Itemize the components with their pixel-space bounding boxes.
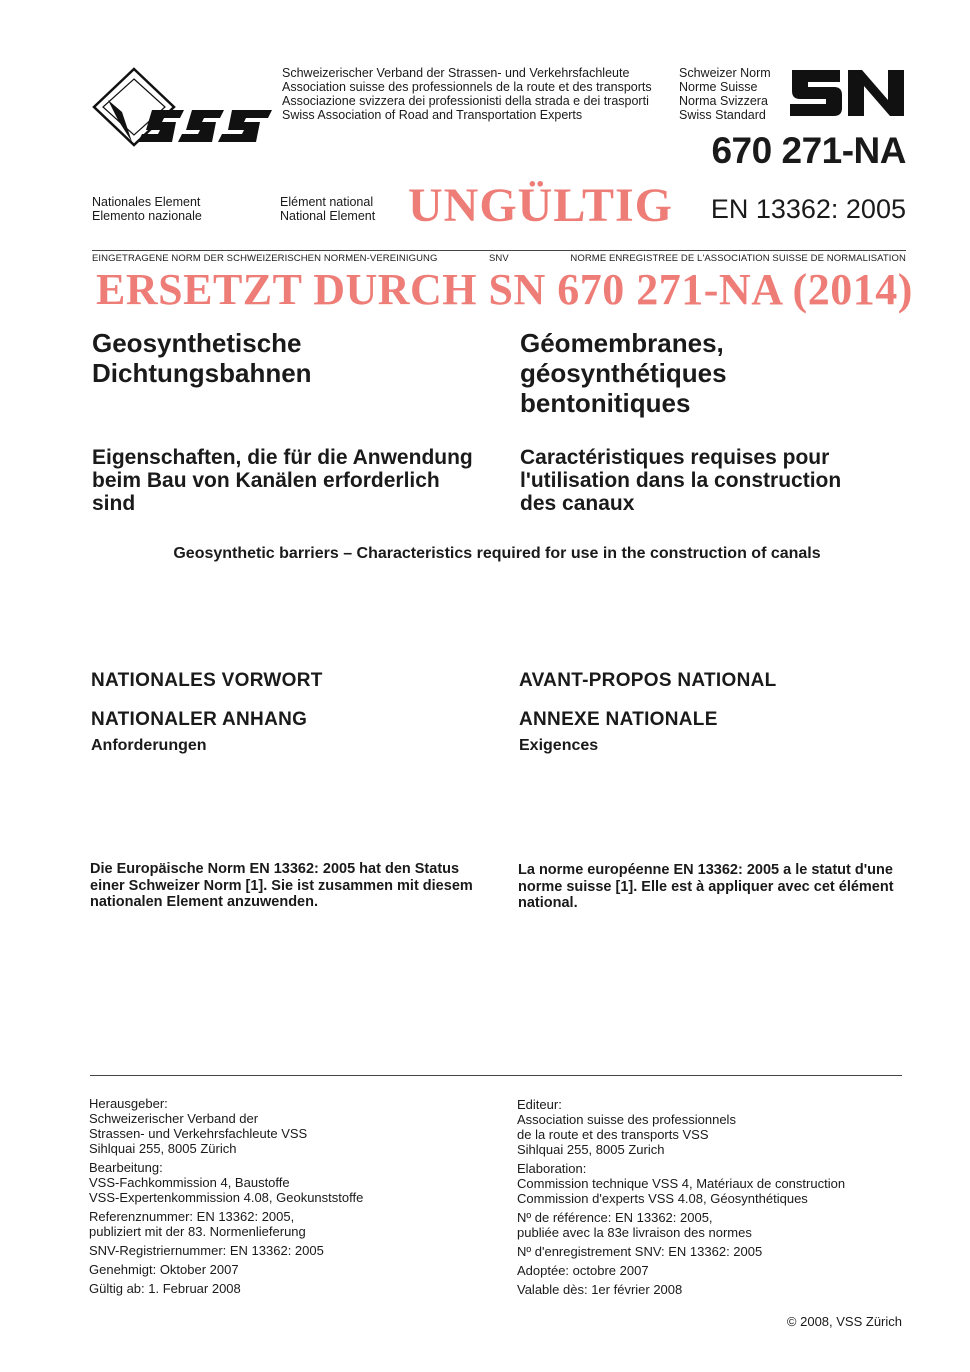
title-fr-line-2: géosynthétiques [520, 358, 727, 388]
publisher-label-fr: Editeur: [517, 1097, 562, 1112]
norm-name-en: Swiss Standard [679, 108, 766, 122]
copyright: © 2008, VSS Zürich [786, 1314, 902, 1329]
annex-heading-de: NATIONALER ANHANG [91, 709, 308, 730]
paragraph-fr-line-1: La norme européenne EN 13362: 2005 a le statut d'une [518, 862, 893, 878]
title-de [92, 328, 312, 388]
reference-line-de-1: Referenznummer: EN 13362: 2005, [89, 1209, 295, 1224]
register-right: NORME ENREGISTREE DE L'ASSOCIATION SUISSE DE NORMALISATION [570, 253, 906, 264]
annex-subheading-fr: Exigences [519, 737, 599, 754]
paragraph-de-line-1: Die Europäische Norm EN 13362: 2005 hat den Status [90, 861, 460, 877]
publisher-label-de: Herausgeber: [89, 1096, 168, 1111]
footer-de [89, 1096, 489, 1296]
subtitle-fr [520, 446, 841, 515]
valid-from-fr: Valable dès: 1er février 2008 [517, 1282, 683, 1297]
association-line-en: Swiss Association of Road and Transportation Experts [282, 108, 583, 122]
footer-fr [517, 1097, 917, 1297]
subtitle-de-line-1: Eigenschaften, die für die Anwendung [92, 446, 473, 469]
element-label-de-line: Nationales Element [92, 195, 201, 209]
element-label-fr [280, 195, 375, 223]
title-de-line-2: Dichtungsbahnen [92, 358, 312, 388]
norm-name-fr: Norme Suisse [679, 80, 758, 94]
snv-registration-de: SNV-Registriernummer: EN 13362: 2005 [89, 1243, 324, 1258]
title-fr-line-1: Géomembranes, [520, 328, 724, 358]
norm-name-de: Schweizer Norm [679, 66, 771, 80]
snv-registration-fr: Nº d'enregistrement SNV: EN 13362: 2005 [517, 1244, 763, 1259]
title-fr-line-3: bentonitiques [520, 388, 691, 418]
subtitle-de-line-3: sind [92, 492, 136, 515]
processing-line-fr-2: Commission d'experts VSS 4.08, Géosynthétiques [517, 1191, 808, 1206]
element-label-it-line: Elemento nazionale [92, 209, 202, 223]
title-fr [520, 328, 727, 418]
foreword-heading-de: NATIONALES VORWORT [91, 670, 323, 691]
subtitle-fr-line-1: Caractéristiques requises pour [520, 446, 830, 469]
en-number: EN 13362: 2005 [710, 194, 906, 224]
paragraph-fr [518, 862, 918, 912]
footer-rule [90, 1075, 902, 1076]
paragraph-fr-line-3: national. [518, 895, 578, 911]
approved-fr: Adoptée: octobre 2007 [517, 1263, 649, 1278]
norm-names [679, 66, 771, 122]
element-label-fr-line: Elément national [280, 195, 374, 209]
reference-line-fr-1: Nº de référence: EN 13362: 2005, [517, 1210, 713, 1225]
association-line-it: Associazione svizzera dei professionisti della strada e dei trasporti [282, 94, 649, 108]
processing-line-fr-1: Commission technique VSS 4, Matériaux de construction [517, 1176, 846, 1191]
processing-label-de: Bearbeitung: [89, 1160, 163, 1175]
paragraph-de [90, 861, 490, 911]
paragraph-de-line-2: einer Schweizer Norm [1]. Sie ist zusammen mit diesem [90, 877, 473, 894]
publisher-line-fr-2: de la route et des transports VSS [517, 1127, 709, 1142]
reference-line-fr-2: publiée avec la 83e livraison des normes [517, 1225, 752, 1240]
association-line-fr: Association suisse des professionnels de la route et des transports [282, 80, 652, 94]
subtitle-fr-line-2: l'utilisation dans la construction [520, 469, 842, 492]
register-left: EINGETRAGENE NORM DER SCHWEIZERISCHEN NORMEN-VEREINIGUNG [92, 253, 438, 264]
publisher-line-de-2: Strassen- und Verkehrsfachleute VSS [89, 1126, 308, 1141]
foreword-heading-fr: AVANT-PROPOS NATIONAL [519, 670, 777, 691]
paragraph-fr-line-2: norme suisse [1]. Elle est à appliquer avec cet élément [518, 878, 894, 895]
subtitle-de [92, 446, 473, 515]
processing-label-fr: Elaboration: [517, 1161, 587, 1176]
publisher-line-fr-1: Association suisse des professionnels [517, 1112, 736, 1127]
norm-number: 670 271-NA [711, 130, 906, 171]
subtitle-de-line-2: beim Bau von Kanälen erforderlich [92, 469, 440, 492]
paragraph-de-line-3: nationalen Element anzuwenden. [90, 894, 319, 910]
publisher-line-fr-3: Sihlquai 255, 8005 Zurich [517, 1142, 665, 1157]
reference-line-de-2: publiziert mit der 83. Normenlieferung [89, 1224, 306, 1239]
invalid-stamp: UNGÜLTIG [408, 179, 673, 232]
valid-from-de: Gültig ab: 1. Februar 2008 [89, 1281, 241, 1296]
header-rule [92, 250, 906, 251]
publisher-line-de-1: Schweizerischer Verband der [89, 1111, 259, 1126]
vss-logo [92, 66, 274, 155]
association-line-de: Schweizerischer Verband der Strassen- und Verkehrsfachleute [282, 66, 630, 80]
title-de-line-1: Geosynthetische [92, 328, 302, 358]
annex-heading-fr: ANNEXE NATIONALE [519, 709, 718, 730]
processing-line-de-1: VSS-Fachkommission 4, Baustoffe [89, 1175, 290, 1190]
register-mid: SNV [489, 253, 509, 264]
replaced-stamp: ERSETZT DURCH SN 670 271-NA (2014) [96, 265, 913, 314]
processing-line-de-2: VSS-Expertenkommission 4.08, Geokunststoffe [89, 1190, 364, 1205]
element-label-en-line: National Element [280, 209, 376, 223]
sn-logo [788, 66, 906, 125]
association-names [282, 66, 652, 122]
approved-de: Genehmigt: Oktober 2007 [89, 1262, 239, 1277]
subtitle-fr-line-3: des canaux [520, 492, 635, 515]
publisher-line-de-3: Sihlquai 255, 8005 Zürich [89, 1141, 237, 1156]
title-en: Geosynthetic barriers – Characteristics required for use in the construction of canals [173, 545, 821, 562]
annex-subheading-de: Anforderungen [91, 737, 207, 754]
norm-name-it: Norma Svizzera [679, 94, 768, 108]
element-label-de [92, 195, 202, 223]
